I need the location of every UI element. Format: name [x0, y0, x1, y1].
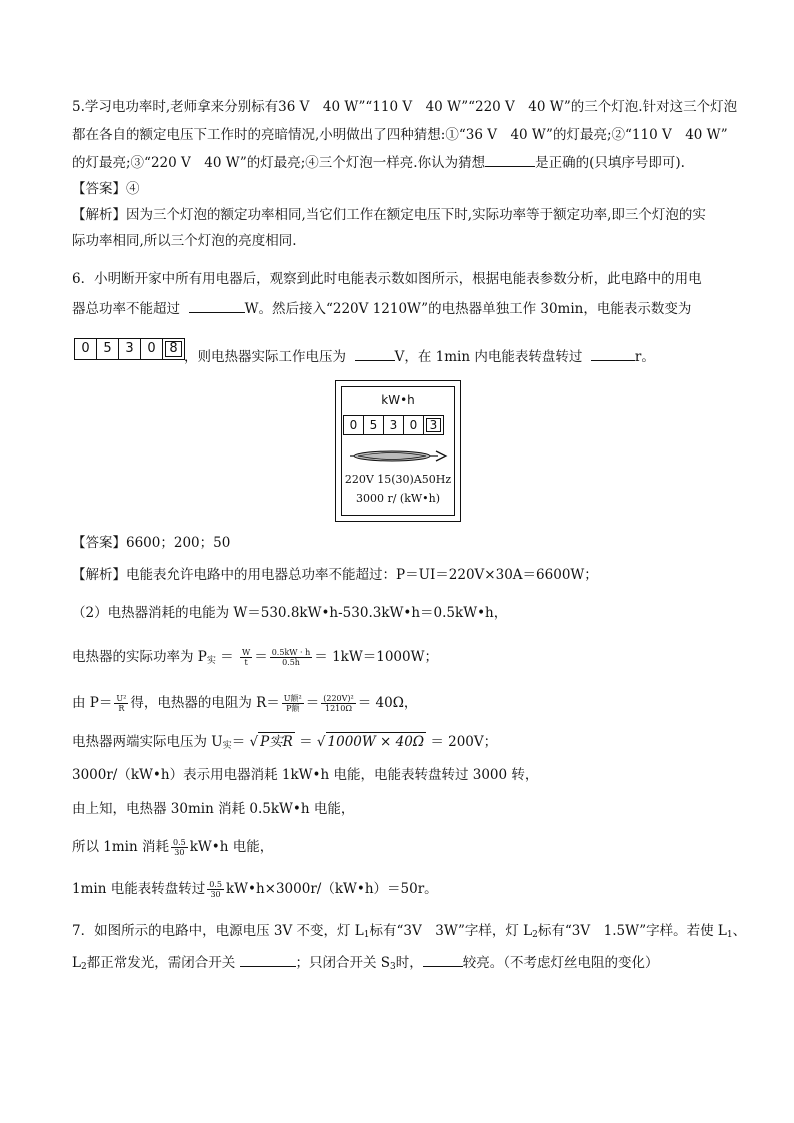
numerator: 0.5	[209, 880, 222, 889]
denominator: 1210Ω	[325, 704, 352, 713]
electric-meter-figure	[335, 380, 461, 522]
q6-blank-2[interactable]	[355, 348, 395, 361]
q5-text-2: 都在各自的额定电压下工作时的亮暗情况,小明做出了四种猜想:①“36 V 40 W”的灯最亮;②“110 V 40 W”	[72, 127, 728, 143]
q6-analysis-5	[72, 732, 497, 755]
meter-unit: kW•h	[381, 393, 415, 407]
numerator: U²	[116, 694, 127, 703]
numerator: 0.5kW · h	[271, 648, 311, 657]
subscript: 2	[532, 930, 538, 940]
q6-line-2	[72, 300, 691, 318]
subscript: 2	[80, 962, 87, 972]
subscript: 实	[222, 741, 232, 751]
q5-line-3	[72, 154, 685, 172]
q6-text-1: 6．小明断开家中所有用电器后，观察到此时电能表示数如图所示，根据电能表参数分析，此电路中的用电	[72, 271, 702, 287]
meter-rate: 3000 r/ (kW•h)	[355, 492, 441, 505]
q7-line-1	[72, 922, 746, 944]
q7-text: ；只闭合开关 S	[295, 955, 391, 971]
digit-decimal: 3	[424, 416, 443, 434]
q5-answer-text: 【答案】④	[72, 181, 140, 197]
meter-spec: 220V 15(30)A50Hz	[344, 473, 452, 486]
fraction	[270, 648, 313, 667]
q7-line-2	[72, 954, 659, 976]
q5-line-2	[72, 126, 728, 144]
subscript: 1	[726, 930, 733, 940]
q6-inline-meter-reading	[74, 338, 185, 360]
fraction	[207, 880, 224, 899]
q5-analysis-2	[72, 232, 297, 250]
fraction	[282, 694, 304, 713]
denominator: P额	[286, 704, 300, 713]
q7-text: 时，	[395, 955, 423, 971]
q6-answer-text: 【答案】6600；200；50	[72, 535, 231, 551]
q6-line-3	[184, 348, 655, 366]
formula-text: 电热器两端实际电压为 U	[72, 734, 223, 750]
q5-text-3b: 是正确的(只填序号即可).	[535, 155, 685, 171]
q6-analysis-text-1: 【解析】电能表允许电路中的用电器总功率不能超过：P＝UI＝220V×30A＝6600W；	[72, 567, 598, 583]
q5-text-1: 5.学习电功率时,老师拿来分别标有36 V 40 W”“110 V 40 W”“220 V 40 W”的三个灯泡.针对这三个灯泡	[72, 99, 738, 115]
q6-analysis-3: 电热器的实际功率为 $P_实$ ＝ $\frac{W}{t}$ ＝ $\frac{0.5kW \cdot h}{0.5h}$ ＝ 1kW＝1000W；	[72, 648, 438, 667]
fraction	[114, 694, 128, 713]
q6-analysis-text-2: （2）电热器消耗的电能为 W＝530.8kW•h-530.3kW•h＝0.5kW•h，	[72, 605, 508, 621]
q6-answer	[72, 534, 230, 552]
q6-text-3b: V，在 1min 内电能表转盘转过	[394, 349, 583, 365]
q6-blank-3[interactable]	[591, 348, 635, 361]
digit: 0	[75, 339, 97, 359]
q6-line-1	[72, 270, 702, 288]
denominator: t	[244, 658, 248, 667]
denominator: 30	[210, 890, 221, 899]
q6-analysis-text-7: 由上知，电热器 30min 消耗 0.5kW•h 电能，	[72, 801, 355, 817]
q7-text: 、	[732, 923, 747, 939]
q6-analysis-1	[72, 566, 598, 584]
digit: 0	[404, 416, 424, 434]
formula-text: 所以 1min 消耗	[72, 839, 169, 855]
digit-decimal: 8	[163, 339, 184, 359]
formula-text: ＝ 40Ω，	[357, 695, 418, 711]
formula-text: kW•h 电能，	[189, 839, 274, 855]
formula-text: ＝	[215, 649, 234, 665]
q7-text: 7．如图所示的电路中，电源电压 3V 不变，灯 L	[72, 923, 364, 939]
q6-analysis-2	[72, 604, 507, 622]
denominator: R	[118, 704, 125, 713]
formula-text: 电热器的实际功率为 P	[72, 649, 207, 665]
formula-text: kW•h×3000r/（kW•h）＝50r。	[225, 881, 438, 897]
subscript: 实	[206, 656, 216, 666]
numerator: W	[241, 648, 251, 657]
q6-text-3c: r。	[634, 349, 655, 365]
q5-answer-blank[interactable]	[485, 154, 535, 167]
q7-blank-2[interactable]	[423, 954, 463, 967]
q5-analysis-1	[72, 206, 706, 224]
digit: 0	[141, 339, 163, 359]
formula-text: ＝ √	[294, 734, 326, 750]
formula-text: ＝ √	[231, 734, 259, 750]
q7-text: 较亮。（不考虑灯丝电阻的变化）	[462, 955, 659, 971]
digit: 5	[364, 416, 384, 434]
digit: 5	[97, 339, 119, 359]
fraction	[240, 648, 252, 667]
q6-analysis-9	[72, 880, 438, 899]
fraction	[171, 838, 188, 857]
q5-text-3a: 的灯最亮;③“220 V 40 W”的灯最亮;④三个灯泡一样亮.你认为猜想	[72, 155, 486, 171]
formula-text: 由 P＝	[72, 695, 113, 711]
q7-text: 标有“3V 1.5W”字样。若使 L	[537, 923, 727, 939]
numerator: 0.5	[173, 838, 186, 847]
digit: 3	[384, 416, 404, 434]
q6-blank-1[interactable]	[189, 300, 245, 313]
q5-line-1	[72, 98, 737, 116]
formula-text: 1min 电能表转盘转过	[72, 881, 206, 897]
q6-text-2a: 器总功率不能超过	[72, 301, 180, 317]
radicand: P实R	[260, 734, 293, 750]
digit: 0	[344, 416, 364, 434]
denominator: 30	[174, 848, 185, 857]
q5-answer	[72, 180, 140, 198]
q6-analysis-8	[72, 838, 273, 857]
fraction	[321, 694, 356, 713]
q6-analysis-text-6: 3000r/（kW•h）表示用电器消耗 1kW•h 电能，电能表转盘转过 3000 转，	[72, 767, 539, 783]
q7-text: L	[72, 955, 81, 971]
rotating-disk-arrow-icon	[346, 445, 448, 467]
q6-text-2b: W。然后接入“220V 1210W”的电热器单独工作 30min，电能表示数变为	[244, 301, 692, 317]
radicand: 1000W × 40Ω	[327, 734, 425, 750]
numerator: (220V)²	[323, 694, 354, 703]
q7-blank-1[interactable]	[240, 954, 296, 967]
formula-text: ＝ 1kW＝1000W；	[314, 649, 438, 665]
formula-text: 得，电热器的电阻为 R＝	[130, 695, 280, 711]
q5-analysis-text-1: 【解析】因为三个灯泡的额定功率相同,当它们工作在额定电压下时,实际功率等于额定功率,即三个灯泡的实	[72, 207, 706, 223]
q6-analysis-6	[72, 766, 538, 784]
q6-analysis-7	[72, 800, 354, 818]
subscript: 3	[390, 962, 396, 972]
digit: 3	[119, 339, 141, 359]
q7-text: 标有“3V 3W”字样，灯 L	[369, 923, 533, 939]
numerator: U额²	[283, 694, 302, 703]
q7-text: 都正常发光，需闭合开关	[86, 955, 236, 971]
subscript: 1	[363, 930, 370, 940]
meter-reading	[343, 415, 444, 435]
q5-analysis-text-2: 际功率相同,所以三个灯泡的亮度相同.	[72, 233, 297, 249]
denominator: 0.5h	[282, 658, 300, 667]
q6-text-3a: ，则电热器实际工作电压为	[184, 349, 346, 365]
q6-analysis-4: 由 P＝ $\frac{\text{U²}}{R}$ 得，电热器的电阻为 R＝ $\frac{\text{U额²}}{\text{P额}}$ ＝ $\frac{\text{(220V)²}}{1210\Omega}$ ＝ 40Ω，	[72, 694, 418, 713]
formula-text: ＝ 200V；	[426, 734, 498, 750]
